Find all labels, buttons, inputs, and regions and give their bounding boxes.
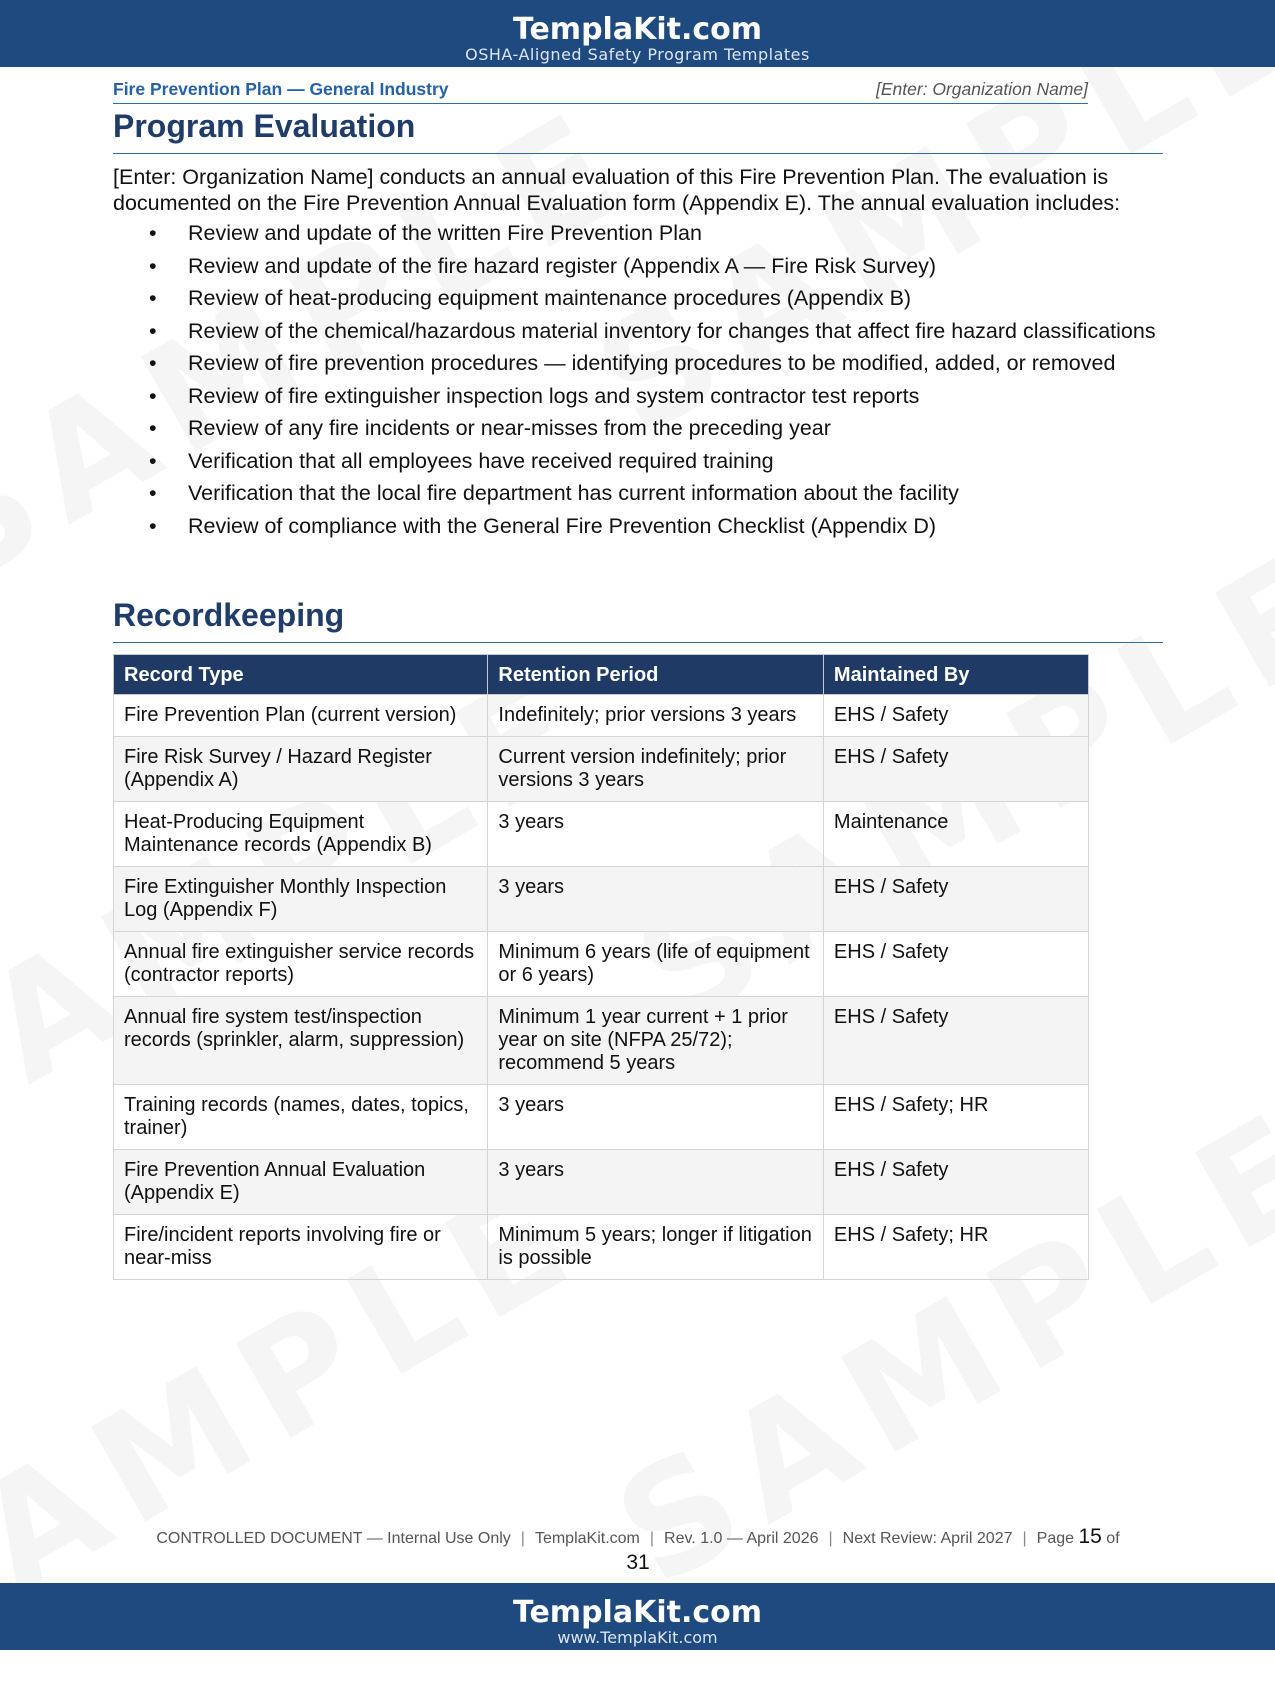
footer-separator: | — [828, 1530, 833, 1547]
column-header-maintained-by: Maintained By — [823, 654, 1088, 694]
table-row — [114, 866, 1089, 931]
recordkeeping-section — [113, 597, 1163, 1280]
footer-separator: | — [649, 1530, 655, 1547]
cell-maintained-by: EHS / Safety — [823, 694, 1088, 736]
list-item — [113, 318, 1163, 344]
column-header-record-type: Record Type — [114, 654, 488, 694]
page-number: 15 — [1078, 1525, 1102, 1548]
document-title: Fire Prevention Plan — General Industry — [113, 79, 449, 99]
list-item — [113, 253, 1163, 279]
table-row — [114, 1214, 1089, 1279]
cell-record-type: Fire/incident reports involving fire or near-miss — [114, 1214, 488, 1279]
bullet-icon: • — [149, 416, 157, 440]
footer-revision: Rev. 1.0 — April 2026 — [664, 1530, 819, 1547]
footer-url: www.TemplaKit.com — [557, 1628, 718, 1647]
bullet-icon: • — [149, 318, 157, 343]
running-header — [113, 77, 1088, 104]
program-evaluation-intro: [Enter: Organization Name] conducts an annual evaluation of this Fire Prevention Plan. The evaluation is documented on the Fire Prevention Annual Evaluation form (Appendix E). The annual evaluation includes: — [113, 165, 1121, 215]
cell-record-type: Heat-Producing Equipment Maintenance records (Appendix B) — [114, 801, 488, 866]
cell-maintained-by: EHS / Safety; HR — [823, 1214, 1088, 1279]
table-row — [114, 736, 1089, 801]
cell-record-type: Fire Risk Survey / Hazard Register (Appendix A) — [114, 736, 488, 801]
bullet-icon: • — [149, 221, 157, 245]
cell-maintained-by: EHS / Safety; HR — [823, 1084, 1088, 1149]
list-item — [113, 220, 1163, 246]
list-item-text: Review of any fire incidents or near-misses from the preceding year — [188, 416, 831, 440]
cell-record-type: Annual fire system test/inspection records (sprinkler, alarm, suppression) — [114, 996, 488, 1084]
table-header-row — [114, 654, 1089, 694]
table-row — [114, 996, 1089, 1084]
list-item — [113, 513, 1163, 539]
list-item — [113, 350, 1163, 376]
cell-retention-period: Current version indefinitely; prior versions 3 years — [488, 736, 824, 801]
list-item — [113, 448, 1163, 474]
list-item — [113, 285, 1163, 311]
bullet-icon: • — [149, 448, 157, 473]
page-total: 31 — [626, 1551, 650, 1574]
cell-record-type: Training records (names, dates, topics, trainer) — [114, 1084, 488, 1149]
list-item-text: Review and update of the written Fire Prevention Plan — [188, 221, 702, 245]
cell-maintained-by: EHS / Safety — [823, 931, 1088, 996]
cell-record-type: Fire Prevention Plan (current version) — [114, 694, 488, 736]
page-footer — [113, 1523, 1163, 1573]
bullet-icon: • — [149, 286, 157, 310]
program-evaluation-heading: Program Evaluation — [113, 108, 1163, 154]
list-item-text: Review of fire extinguisher inspection logs and system contractor test reports — [188, 383, 920, 408]
footer-site: TemplaKit.com — [534, 1530, 640, 1547]
cell-maintained-by: EHS / Safety — [823, 996, 1088, 1084]
cell-retention-period: 3 years — [488, 866, 824, 931]
footer-next-review: Next Review: April 2027 — [842, 1530, 1013, 1547]
list-item-text: Review of heat-producing equipment maintenance procedures (Appendix B) — [188, 286, 912, 310]
bullet-icon: • — [149, 253, 157, 278]
bullet-icon: • — [149, 513, 157, 538]
controlled-document-notice: CONTROLLED DOCUMENT — Internal Use Only — [156, 1530, 511, 1547]
list-item — [113, 415, 1163, 441]
organization-name-placeholder: [Enter: Organization Name] — [875, 79, 1088, 99]
list-item-text: Review and update of the fire hazard register (Appendix A — Fire Risk Survey) — [188, 253, 937, 278]
cell-retention-period: Minimum 5 years; longer if litigation is possible — [488, 1214, 824, 1279]
cell-retention-period: Minimum 6 years (life of equipment or 6 years) — [488, 931, 824, 996]
list-item — [113, 480, 1163, 506]
cell-retention-period: 3 years — [488, 1149, 824, 1214]
list-item-text: Verification that the local fire department has current information about the facility — [188, 481, 959, 505]
bullet-icon: • — [149, 351, 157, 375]
table-row — [114, 1084, 1089, 1149]
cell-maintained-by: EHS / Safety — [823, 866, 1088, 931]
table-row — [114, 1149, 1089, 1214]
top-banner — [0, 0, 1275, 67]
cell-retention-period: 3 years — [488, 801, 824, 866]
page-of-label: of — [1106, 1530, 1120, 1547]
table-row — [114, 931, 1089, 996]
bottom-banner — [0, 1583, 1275, 1650]
list-item-text: Verification that all employees have received required training — [188, 448, 774, 473]
banner-brand: TemplaKit.com — [512, 12, 762, 47]
footer-separator: | — [1022, 1530, 1027, 1547]
cell-maintained-by: Maintenance — [823, 801, 1088, 866]
footer-brand: TemplaKit.com — [512, 1595, 762, 1630]
cell-record-type: Fire Extinguisher Monthly Inspection Log (Appendix F) — [114, 866, 488, 931]
cell-record-type: Fire Prevention Annual Evaluation (Appendix E) — [114, 1149, 488, 1214]
list-item — [113, 383, 1163, 409]
cell-retention-period: Indefinitely; prior versions 3 years — [488, 694, 824, 736]
recordkeeping-table — [113, 654, 1089, 1280]
page-content — [113, 108, 1163, 1280]
cell-maintained-by: EHS / Safety — [823, 1149, 1088, 1214]
cell-retention-period: 3 years — [488, 1084, 824, 1149]
cell-retention-period: Minimum 1 year current + 1 prior year on site (NFPA 25/72); recommend 5 years — [488, 996, 824, 1084]
table-row — [114, 694, 1089, 736]
bullet-icon: • — [149, 481, 157, 505]
column-header-retention-period: Retention Period — [488, 654, 824, 694]
evaluation-list — [113, 220, 1163, 539]
cell-record-type: Annual fire extinguisher service records (contractor reports) — [114, 931, 488, 996]
cell-maintained-by: EHS / Safety — [823, 736, 1088, 801]
recordkeeping-heading: Recordkeeping — [113, 597, 1163, 643]
list-item-text: Review of compliance with the General Fire Prevention Checklist (Appendix D) — [188, 513, 937, 538]
page-label: Page — [1036, 1530, 1075, 1547]
banner-tagline: OSHA-Aligned Safety Program Templates — [465, 45, 810, 64]
footer-separator: | — [520, 1530, 525, 1547]
table-row — [114, 801, 1089, 866]
bullet-icon: • — [149, 383, 157, 408]
list-item-text: Review of the chemical/hazardous material inventory for changes that affect fire hazard classifications — [188, 318, 1156, 343]
list-item-text: Review of fire prevention procedures — identifying procedures to be modified, added, or removed — [188, 351, 1116, 375]
